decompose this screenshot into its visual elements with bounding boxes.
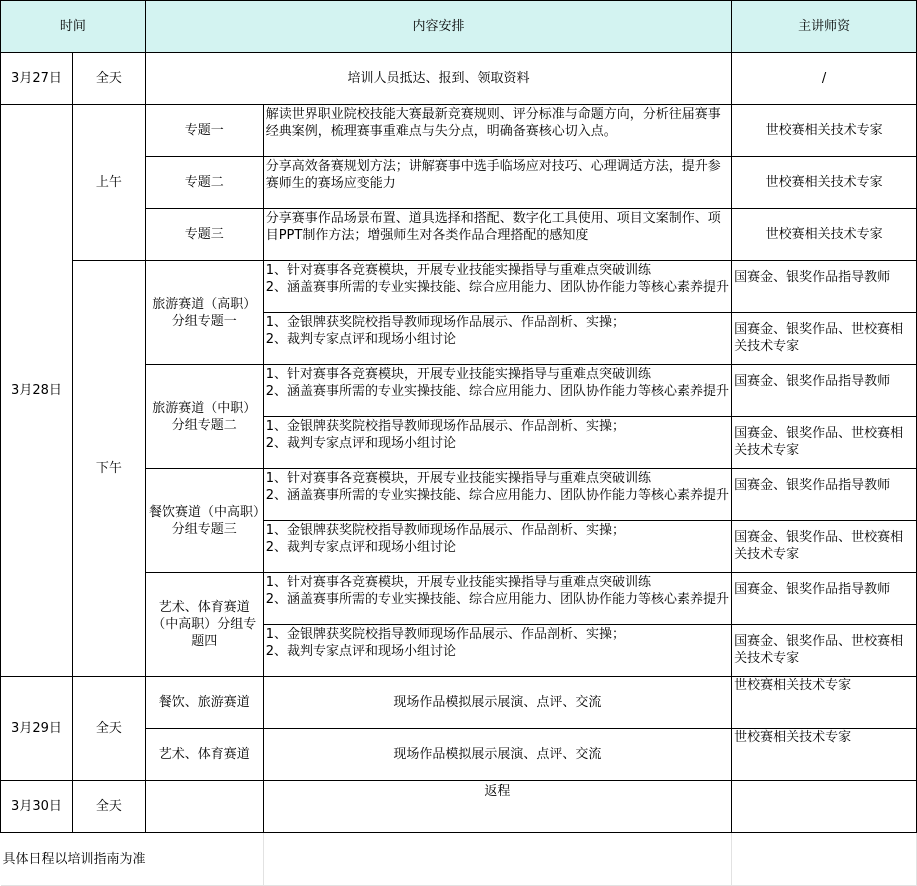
topic-content: 分享高效备赛规划方法；讲解赛事中选手临场应对技巧、心理调适方法，提升参赛师生的赛场应变能力 bbox=[263, 157, 731, 209]
track-title: 餐饮、旅游赛道 bbox=[145, 677, 263, 729]
table-row bbox=[1, 781, 917, 833]
topic-title: 专题一 bbox=[145, 105, 263, 157]
empty-cell bbox=[263, 833, 731, 886]
group-content: 1、针对赛事各竞赛模块，开展专业技能实操指导与重难点突破训练 2、涵盖赛事所需的专业实操技能、综合应用能力、团队协作能力等核心素养提升 bbox=[263, 469, 731, 521]
teacher-cell: 国赛金、银奖作品指导教师 bbox=[732, 365, 917, 417]
group-title: 旅游赛道（高职）分组专题一 bbox=[145, 261, 263, 365]
teacher-cell: 国赛金、银奖作品指导教师 bbox=[732, 261, 917, 313]
group-content: 1、金银牌获奖院校指导教师现场作品展示、作品剖析、实操； 2、裁判专家点评和现场小组讨论 bbox=[263, 521, 731, 573]
teacher-cell: 国赛金、银奖作品、世校赛相关技术专家 bbox=[732, 521, 917, 573]
group-content: 1、针对赛事各竞赛模块，开展专业技能实操指导与重难点突破训练 2、涵盖赛事所需的专业实操技能、综合应用能力、团队协作能力等核心素养提升 bbox=[263, 573, 731, 625]
table-row bbox=[1, 677, 917, 729]
empty-cell bbox=[732, 833, 917, 886]
teacher-cell: 世校赛相关技术专家 bbox=[732, 157, 917, 209]
teacher-cell: 国赛金、银奖作品指导教师 bbox=[732, 573, 917, 625]
teacher-cell: 国赛金、银奖作品、世校赛相关技术专家 bbox=[732, 313, 917, 365]
teacher-cell: 国赛金、银奖作品、世校赛相关技术专家 bbox=[732, 625, 917, 677]
topic-content: 分享赛事作品场景布置、道具选择和搭配、数字化工具使用、项目文案制作、项目PPT制作方法；增强师生对各类作品合理搭配的感知度 bbox=[263, 209, 731, 261]
group-title: 餐饮赛道（中高职）分组专题三 bbox=[145, 469, 263, 573]
date-cell: 3月27日 bbox=[1, 53, 73, 105]
period-cell: 下午 bbox=[72, 261, 145, 677]
content-cell: 培训人员抵达、报到、领取资料 bbox=[145, 53, 731, 105]
group-content: 1、金银牌获奖院校指导教师现场作品展示、作品剖析、实操； 2、裁判专家点评和现场小组讨论 bbox=[263, 417, 731, 469]
footer-note: 具体日程以培训指南为准 bbox=[1, 833, 264, 886]
topic-content: 解读世界职业院校技能大赛最新竞赛规则、评分标准与命题方向，分析往届赛事经典案例，梳理赛事重难点与失分点，明确备赛核心切入点。 bbox=[263, 105, 731, 157]
teacher-cell: 国赛金、银奖作品指导教师 bbox=[732, 469, 917, 521]
topic-title: 专题二 bbox=[145, 157, 263, 209]
period-cell: 全天 bbox=[72, 781, 145, 833]
header-teacher: 主讲师资 bbox=[732, 1, 917, 53]
group-content: 1、针对赛事各竞赛模块，开展专业技能实操指导与重难点突破训练 2、涵盖赛事所需的专业实操技能、综合应用能力、团队协作能力等核心素养提升 bbox=[263, 261, 731, 313]
topic-title: 专题三 bbox=[145, 209, 263, 261]
teacher-cell: 世校赛相关技术专家 bbox=[732, 105, 917, 157]
table-row bbox=[1, 53, 917, 105]
teacher-cell: / bbox=[732, 53, 917, 105]
teacher-cell: 世校赛相关技术专家 bbox=[732, 729, 917, 781]
group-content: 1、金银牌获奖院校指导教师现场作品展示、作品剖析、实操； 2、裁判专家点评和现场小组讨论 bbox=[263, 313, 731, 365]
teacher-cell: 国赛金、银奖作品、世校赛相关技术专家 bbox=[732, 417, 917, 469]
period-cell: 全天 bbox=[72, 53, 145, 105]
group-content: 1、针对赛事各竞赛模块，开展专业技能实操指导与重难点突破训练 2、涵盖赛事所需的专业实操技能、综合应用能力、团队协作能力等核心素养提升 bbox=[263, 365, 731, 417]
teacher-cell: 世校赛相关技术专家 bbox=[732, 209, 917, 261]
table-row bbox=[1, 1, 917, 53]
header-time: 时间 bbox=[1, 1, 146, 53]
content-cell: 返程 bbox=[263, 781, 731, 833]
group-title: 艺术、体育赛道（中高职）分组专题四 bbox=[145, 573, 263, 677]
teacher-cell bbox=[732, 781, 917, 833]
table-row bbox=[1, 833, 917, 886]
period-cell: 上午 bbox=[72, 105, 145, 261]
date-cell: 3月30日 bbox=[1, 781, 73, 833]
track-content: 现场作品模拟展示展演、点评、交流 bbox=[263, 729, 731, 781]
header-content: 内容安排 bbox=[145, 1, 731, 53]
period-cell: 全天 bbox=[72, 677, 145, 781]
track-title: 艺术、体育赛道 bbox=[145, 729, 263, 781]
teacher-cell: 世校赛相关技术专家 bbox=[732, 677, 917, 729]
empty-cell bbox=[145, 781, 263, 833]
group-title: 旅游赛道（中职）分组专题二 bbox=[145, 365, 263, 469]
track-content: 现场作品模拟展示展演、点评、交流 bbox=[263, 677, 731, 729]
group-content: 1、金银牌获奖院校指导教师现场作品展示、作品剖析、实操； 2、裁判专家点评和现场小组讨论 bbox=[263, 625, 731, 677]
table-row bbox=[1, 105, 917, 157]
date-cell: 3月29日 bbox=[1, 677, 73, 781]
table-row bbox=[1, 261, 917, 313]
date-cell: 3月28日 bbox=[1, 105, 73, 677]
